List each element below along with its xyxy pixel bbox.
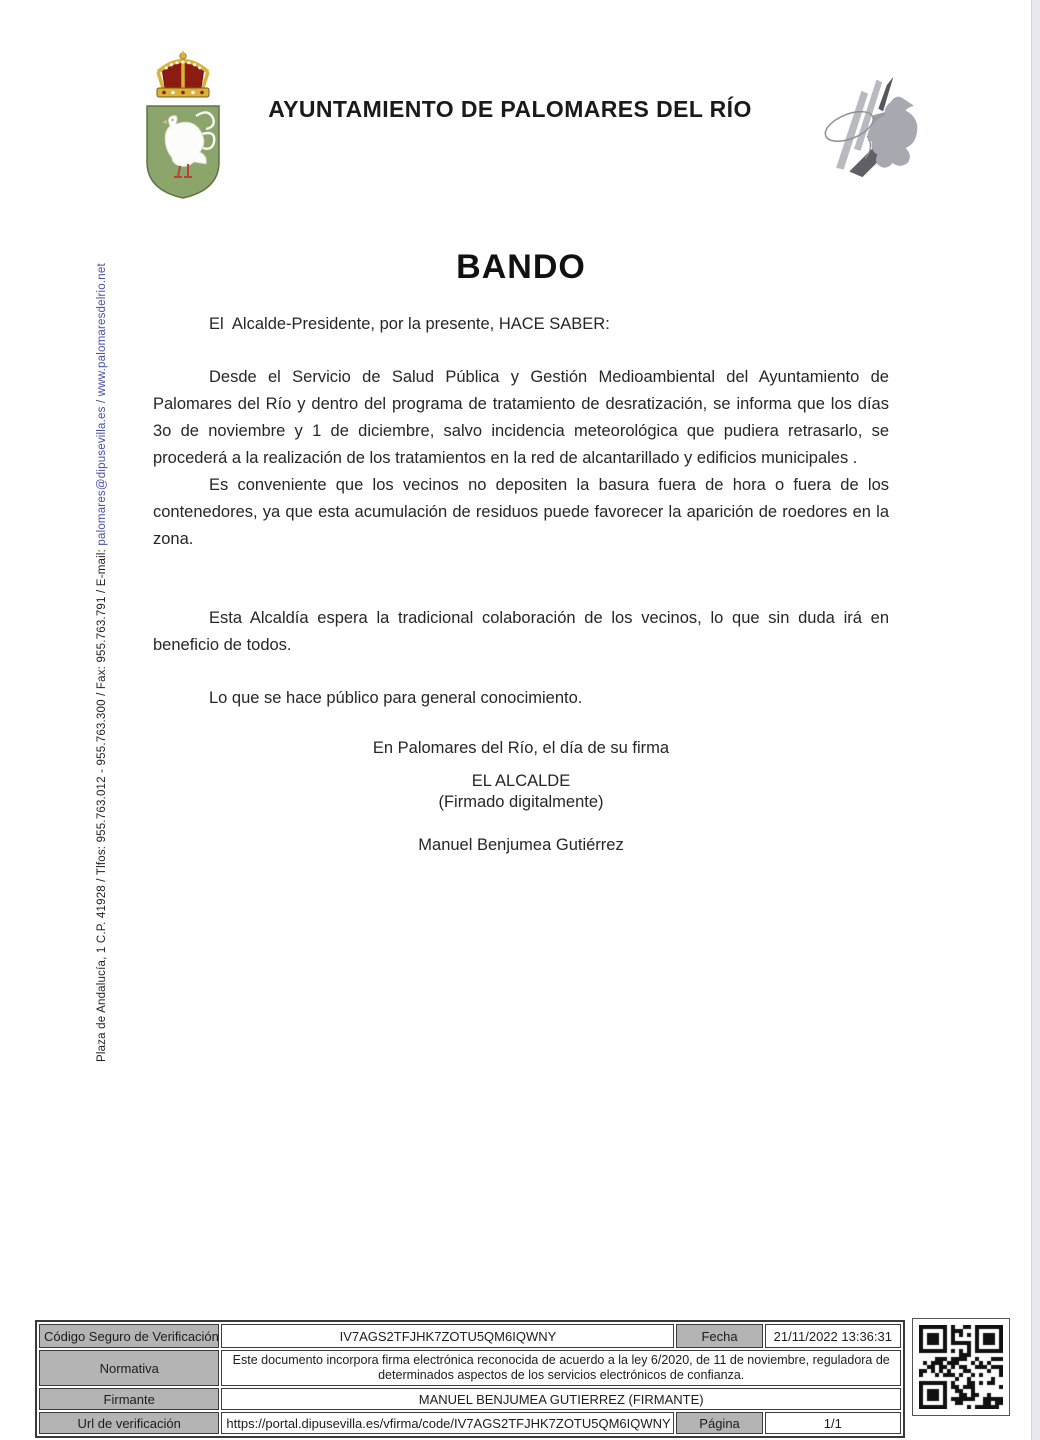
paragraph: Esta Alcaldía espera la tradicional colaboración de los vecinos, lo que sin duda irá en beneficio de todos. [153, 609, 889, 654]
url-label: Url de verificación [39, 1412, 219, 1434]
normativa-label: Normativa [39, 1350, 219, 1386]
signature-block [153, 771, 889, 813]
csv-value: IV7AGS2TFJHK7ZOTU5QM6IQWNY [221, 1324, 674, 1348]
qr-code [912, 1318, 1010, 1416]
scrollbar-track[interactable] [1031, 0, 1040, 1440]
paragraph: Es conveniente que los vecinos no depositen la basura fuera de hora o fuera de los contenedores, ya que esta acumulación de residuos puede favorecer la aparición de roedores en la zona. [153, 476, 889, 548]
qr-code-image [919, 1325, 1003, 1409]
salutation-line: El Alcalde-Presidente, por la presente, HACE SABER: [209, 315, 610, 333]
url-value[interactable]: https://portal.dipusevilla.es/vfirma/code/IV7AGS2TFJHK7ZOTU5QM6IQWNY [221, 1412, 674, 1434]
fecha-label: Fecha [676, 1324, 762, 1348]
pagina-label: Página [676, 1412, 762, 1434]
signature-name: Manuel Benjumea Gutiérrez [418, 836, 624, 854]
sidebar-address [96, 263, 114, 1062]
signature-role: EL ALCALDE [471, 772, 571, 790]
table-row [39, 1388, 901, 1410]
fecha-value: 21/11/2022 13:36:31 [765, 1324, 901, 1348]
firmante-label: Firmante [39, 1388, 219, 1410]
paragraph: Lo que se hace público para general conocimiento. [209, 689, 583, 707]
page-title: AYUNTAMIENTO DE PALOMARES DEL RÍO [268, 96, 752, 122]
pagina-value: 1/1 [765, 1412, 901, 1434]
verification-table [35, 1320, 905, 1438]
place-and-date-line: En Palomares del Río, el día de su firma [372, 739, 670, 757]
csv-label: Código Seguro de Verificación [39, 1324, 219, 1348]
diputacion-bird-logo-icon [808, 52, 930, 184]
firmante-value: MANUEL BENJUMEA GUTIERREZ (FIRMANTE) [221, 1388, 901, 1410]
signature-note: (Firmado digitalmente) [438, 793, 604, 811]
table-row [39, 1412, 901, 1434]
municipal-crest-icon [138, 50, 228, 202]
table-row [39, 1350, 901, 1386]
document-title: BANDO [456, 248, 586, 286]
address-text: Plaza de Andalucía, 1 C.P. 41928 / Tlfos: 955.763.012 - 955.763.300 / Fax: 955.763.791 / E-mail: [96, 545, 108, 1062]
address-links[interactable]: palomares@dipusevilla.es / www.palomaresdelrio.net [96, 263, 108, 546]
normativa-value: Este documento incorpora firma electrónica reconocida de acuerdo a la ley 6/2020, de 11 de noviembre, reguladora de determinados aspectos de los servicios electrónicos de confianza. [221, 1350, 901, 1386]
table-row [39, 1324, 901, 1348]
paragraph: Desde el Servicio de Salud Pública y Gestión Medioambiental del Ayuntamiento de Palomares del Río y dentro del programa de tratamiento de desratización, se informa que los días 3o de noviembre y 1 de diciembre, salvo incidencia meteorológica que pudiera retrasarlo, se procederá a la realización de los tratamientos en la red de alcantarillado y edificios municipales . [153, 368, 889, 467]
document-body [153, 248, 889, 859]
